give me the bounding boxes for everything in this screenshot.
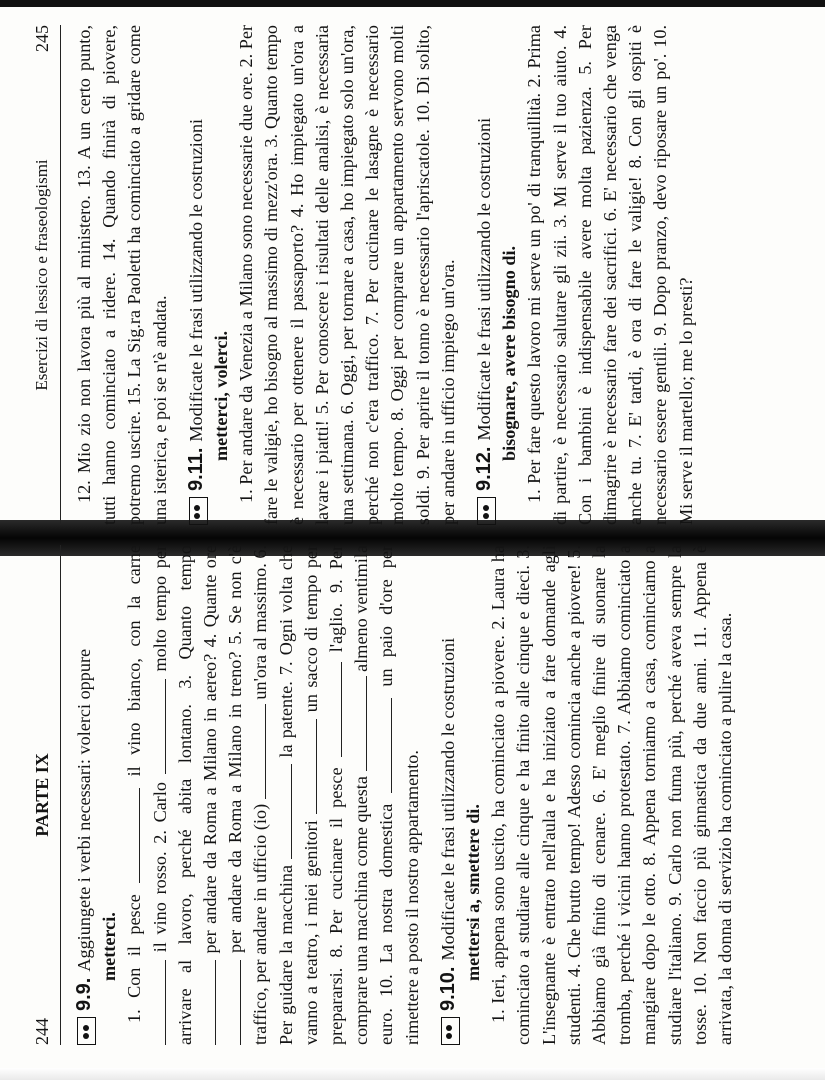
right-column [72, 25, 710, 525]
exercise-9-10 [436, 545, 738, 1045]
exercise-instruction: Aggiungete i verbi necessari: volerci oppure [74, 648, 94, 972]
fill-blank [325, 662, 342, 757]
fill-blank [224, 960, 241, 1045]
exercise-number: 9.12. [473, 446, 496, 491]
pair-work-icon [77, 1017, 96, 1045]
page-number: 245 [32, 25, 52, 52]
exercise-number: 9.11. [184, 447, 207, 491]
exercise-instruction: Modificate le frasi utilizzando le costruzioni [474, 117, 495, 441]
left-column [72, 545, 749, 1045]
exercise-keywords: metterci, volerci. [211, 330, 232, 461]
exercise-9-10-continued: 12. Mio zio non lavora più al ministero. 13. A un certo punto, tutti hanno cominciato a ridere. 14. Quando finirà di piovere, potremo uscire. 15. La Sig.ra Paoletti ha cominciato a gridare come una isterica, e poi se n'è andata. [74, 25, 170, 525]
pair-work-icon [189, 497, 208, 525]
exercise-body: 1. Con il pesce il vino bianco, con la carne il vino rosso. 2. Carlo molto tempo per arrivare al lavoro, perché abita lontano. 3. Quanto tempo per andare da Roma a Milano in aereo? 4. Quante ore per andare da Roma a Milano in treno? 5. Se non c'è traffico, per andare in ufficio (io) un'ora al massimo. 6. Per guidare la macchina la patente. 7. Ogni volta che vanno a teatro, i miei genitori un sacco di tempo per prepararsi. 8. Per cucinare il pesce l'aglio. 9. Per comprare una macchina come questa almeno ventimila euro. 10. La nostra domestica un paio d'ore per rimettere a posto il nostro appartamento. [124, 544, 422, 1045]
fill-blank [300, 719, 317, 814]
fill-blank [350, 676, 367, 771]
fill-blank [199, 960, 216, 1045]
exercise-9-9 [72, 545, 425, 1045]
fill-blank [149, 960, 166, 1045]
exercise-keywords: metterci. [99, 912, 120, 981]
pair-work-icon [441, 1017, 460, 1045]
exercise-9-12 [472, 25, 699, 525]
exercise-number: 9.10. [436, 966, 459, 1011]
exercise-number: 9.9. [73, 977, 95, 1011]
exercise-keywords: mettersi a, smettere di. [463, 804, 484, 981]
fill-blank [249, 704, 266, 799]
part-title: PARTE IX [32, 753, 52, 837]
exercise-instruction: Modificate le frasi utilizzando le costruzioni [185, 118, 206, 442]
fill-blank [123, 788, 140, 883]
page-244 [32, 545, 792, 1045]
header-rule [60, 25, 61, 525]
header-rule [60, 545, 61, 1045]
page-number: 244 [32, 1018, 52, 1045]
fill-blank [375, 698, 392, 793]
page-245 [32, 25, 792, 525]
running-head: Esercizi di lessico e fraseologismi [32, 159, 51, 391]
fill-blank [149, 679, 166, 774]
exercise-body: 1. Ieri, appena sono uscito, ha cominciato a piovere. 2. Laura ha cominciato a studiare alle cinque e ha finito alle cinque e dieci. 3. L'insegnante è entrato nell'aula e ha iniziato a fare domande agli studenti. 4. Che brutto tempo! Adesso comincia anche a piovere! 5. Abbiamo già finito di cenare. 6. E' meglio finire di suonare la tromba, perché i vicini hanno protestato. 7. Abbiamo cominciato a mangiare dopo le otto. 8. Appena torniamo a casa, cominciamo a studiare l'italiano. 9. Carlo non fuma più, perché aveva sempre la tosse. 10. Non faccio più ginnastica da due anni. 11. Appena è arrivata, la donna di servizio ha cominciato a pulire la casa. [488, 545, 736, 1045]
exercise-body: 1. Per andare da Venezia a Milano sono necessarie due ore. 2. Per fare le valigie, ho bisogno al massimo di mezz'ora. 3. Quanto tempo è necessario per ottenere il passaporto? 4. Ho impiegato un'ora a lavare i piatti! 5. Per conoscere i risultati delle analisi, è necessaria una settimana. 6. Oggi, per tornare a casa, ho impiegato solo un'ora, perché non c'era traffico. 7. Per cucinare le lasagne è necessario molto tempo. 8. Oggi per comprare un appartamento servono molti soldi. 9. Per aprire il tonno è necessario l'apriscatole. 10. Di solito, per andare in ufficio impiego un'ora. [236, 25, 458, 525]
exercise-instruction: Modificate le frasi utilizzando le costruzioni [437, 637, 458, 961]
pair-work-icon [477, 497, 496, 525]
fill-blank [275, 764, 292, 859]
exercise-9-11 [184, 25, 461, 525]
exercise-body: 1. Per fare questo lavoro mi serve un po' di tranquillità. 2. Prima di partire, è necessario salutare gli zii. 3. Mi serve il tuo aiuto. 4. Con i bambini è indispensabile avere molta pazienza. 5. Per dimagrire è necessario fare dei sacrifici. 6. E' necessario che venga anche tu. 7. E' tardi, è ora di fare le valigie! 8. Con gli ospiti è necessario essere gentili. 9. Dopo pranzo, devo riposare un po'. 10. Mi serve il martello; me lo presti? [524, 25, 696, 525]
exercise-keywords: bisognare, avere bisogno di. [499, 245, 520, 461]
